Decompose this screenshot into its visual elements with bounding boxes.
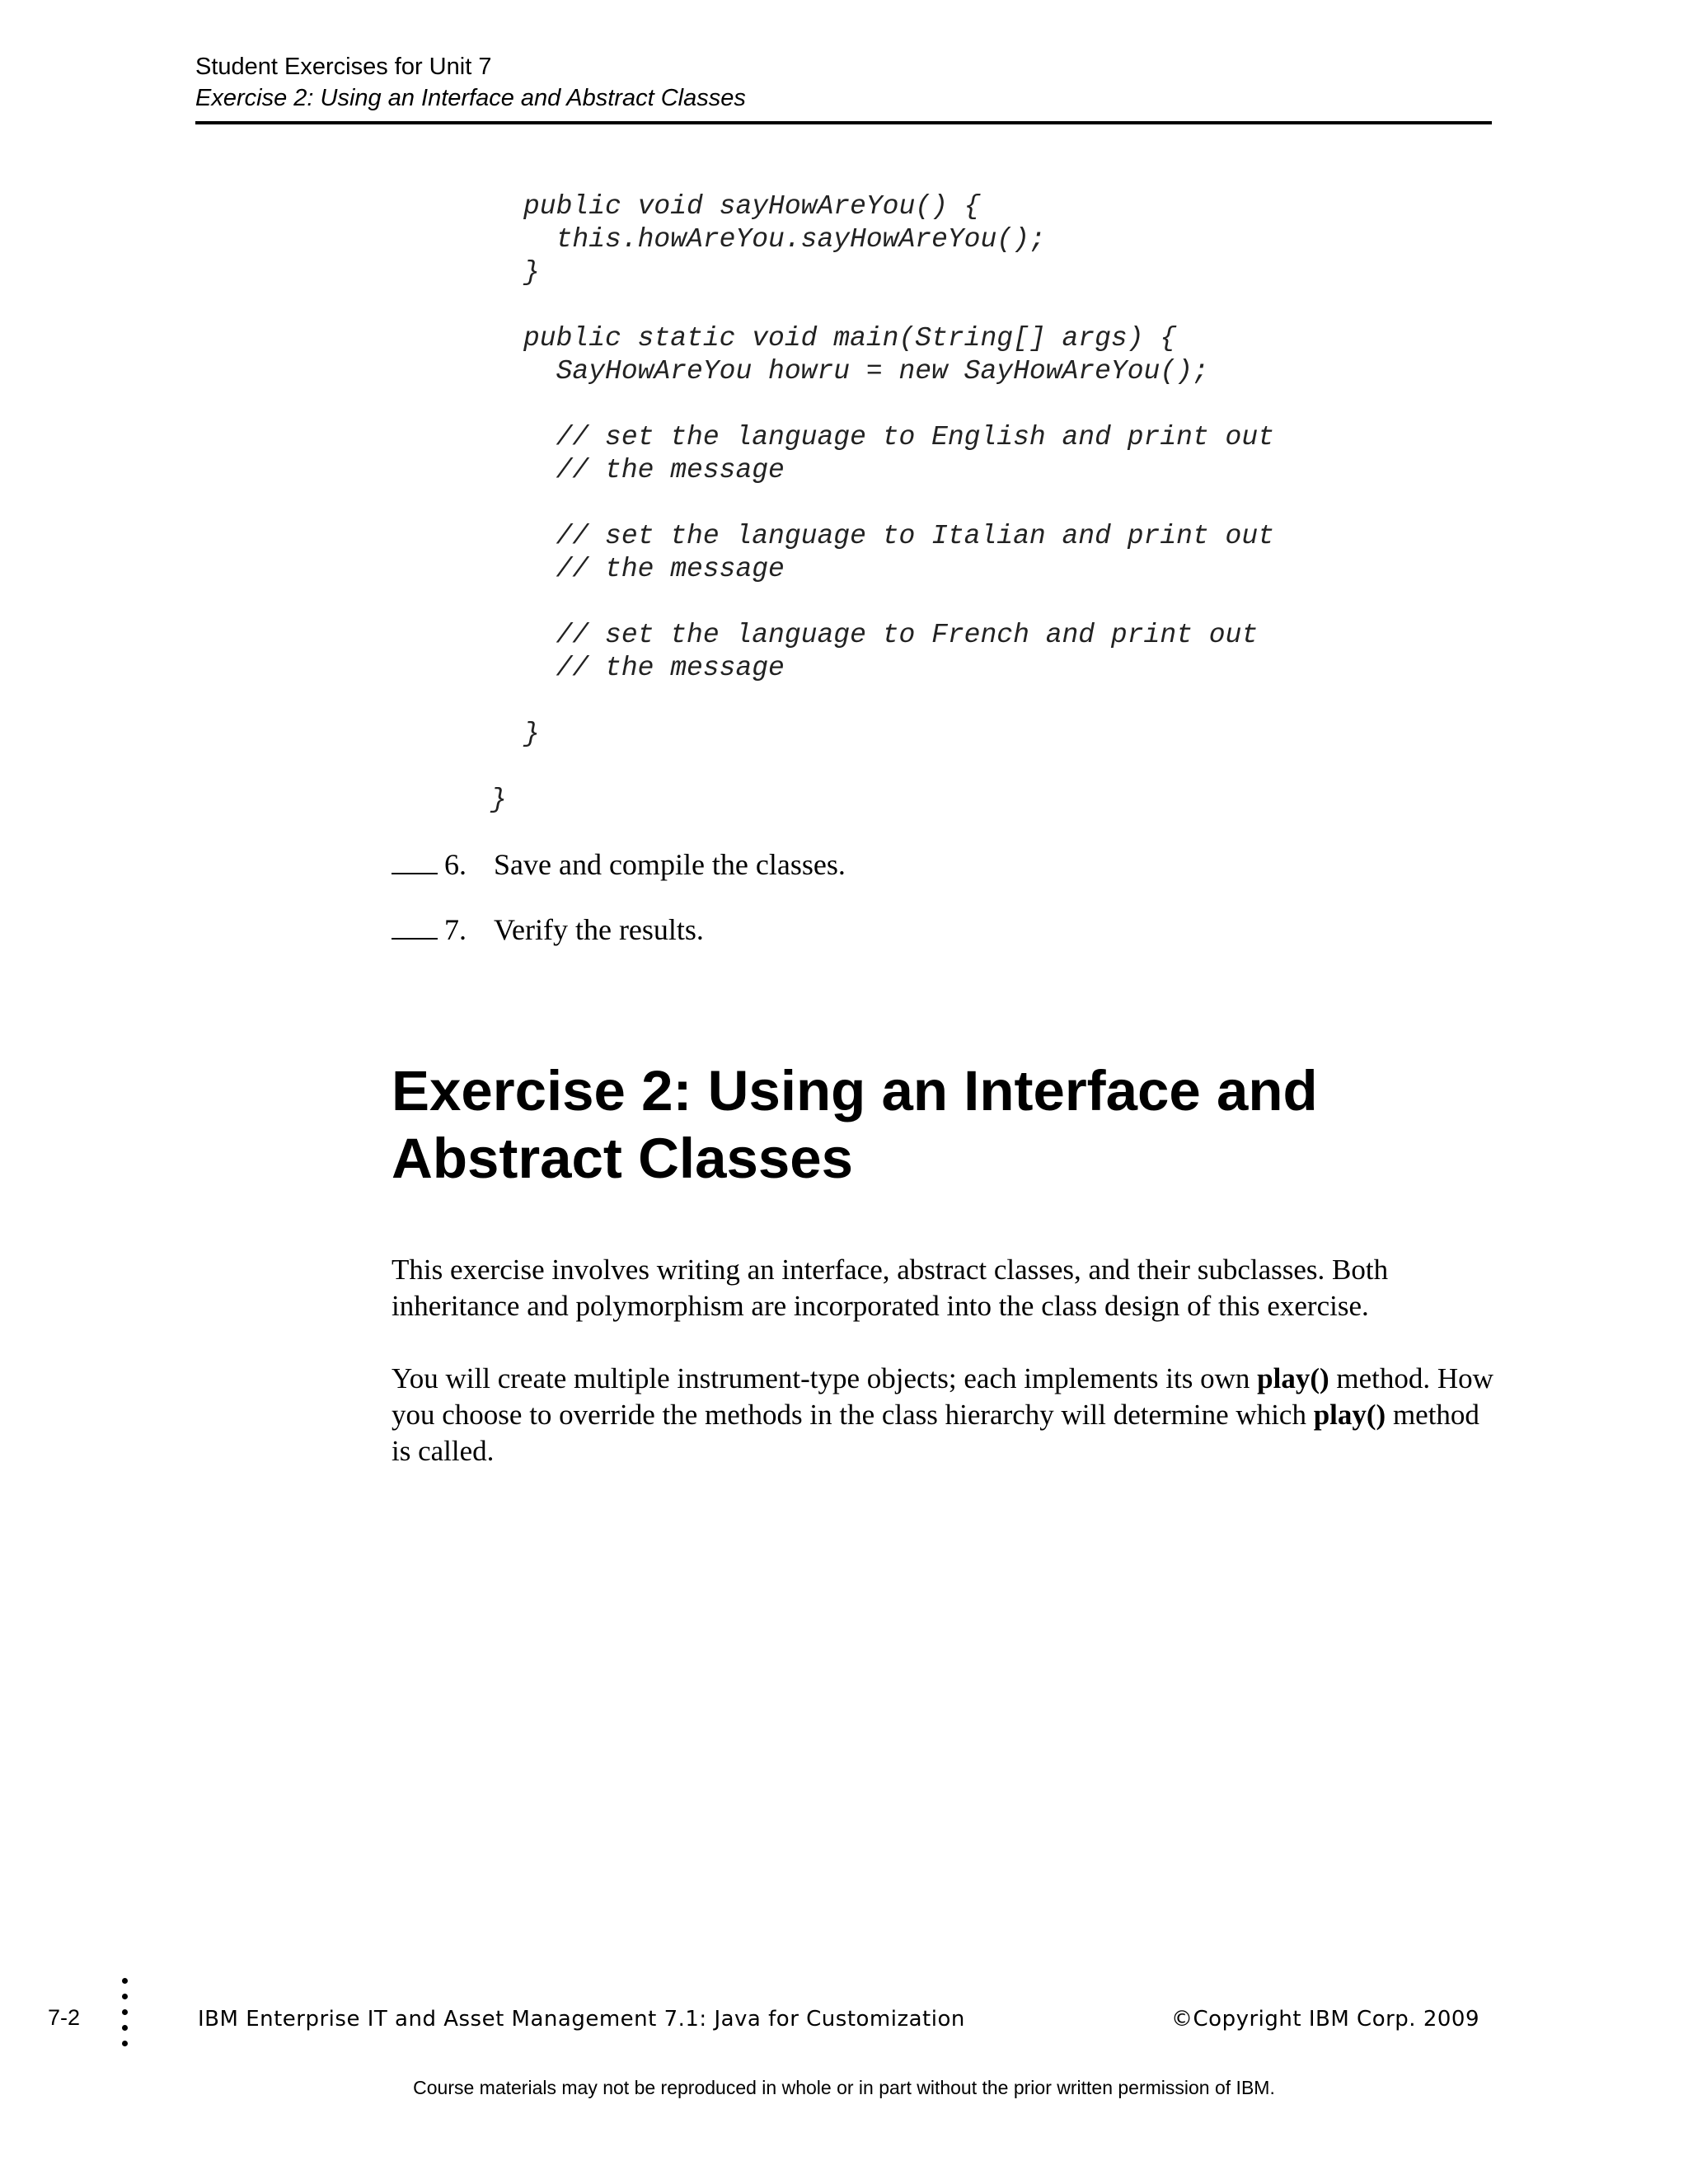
step-7 xyxy=(392,912,704,948)
footer-notice: Course materials may not be reproduced in whole or in part without the prior written permission of IBM. xyxy=(413,2077,1275,2098)
running-header-subtitle: Exercise 2: Using an Interface and Abstract Classes xyxy=(195,85,746,111)
play-method-ref: play() xyxy=(1257,1362,1329,1394)
step-text: Save and compile the classes. xyxy=(494,848,846,881)
footer-course-title: IBM Enterprise IT and Asset Management 7.1: Java for Customization xyxy=(198,2007,965,2032)
section-heading: Exercise 2: Using an Interface and Abstract Classes xyxy=(392,1059,1318,1190)
code-closing-brace: } xyxy=(490,785,507,815)
checkbox-blank xyxy=(392,913,438,940)
checkbox-blank xyxy=(392,848,438,874)
header-rule xyxy=(195,121,1492,124)
footer-dot-column xyxy=(122,1978,129,2056)
code-listing: public void sayHowAreYou() { this.howAreYou.sayHowAreYou(); } public static void main(String[] args) { SayHowAreYou howru = new SayHowAreYou(); // set the language to English and print out // the message // set the language to Italian and print out // the message // set the language to French and print out // the message } xyxy=(523,191,1274,749)
intro-paragraph: This exercise involves writing an interface, abstract classes, and their subclasses. Both inheritance and polymorphism are incorporated into the class design of this exercise. xyxy=(392,1254,1389,1322)
step-number: 6. xyxy=(444,848,467,881)
page-number: 7-2 xyxy=(48,2005,81,2030)
running-header-title: Student Exercises for Unit 7 xyxy=(195,54,492,80)
objects-paragraph: You will create multiple instrument-type objects; each implements its own play() method. How you choose to override the methods in the class hierarchy will determine which play() method is called. xyxy=(392,1362,1493,1467)
step-number: 7. xyxy=(444,913,467,946)
play-method-ref: play() xyxy=(1313,1399,1386,1431)
step-text: Verify the results. xyxy=(494,913,704,946)
footer-copyright: ©Copyright IBM Corp. 2009 xyxy=(1171,2007,1479,2032)
step-6 xyxy=(392,846,846,883)
